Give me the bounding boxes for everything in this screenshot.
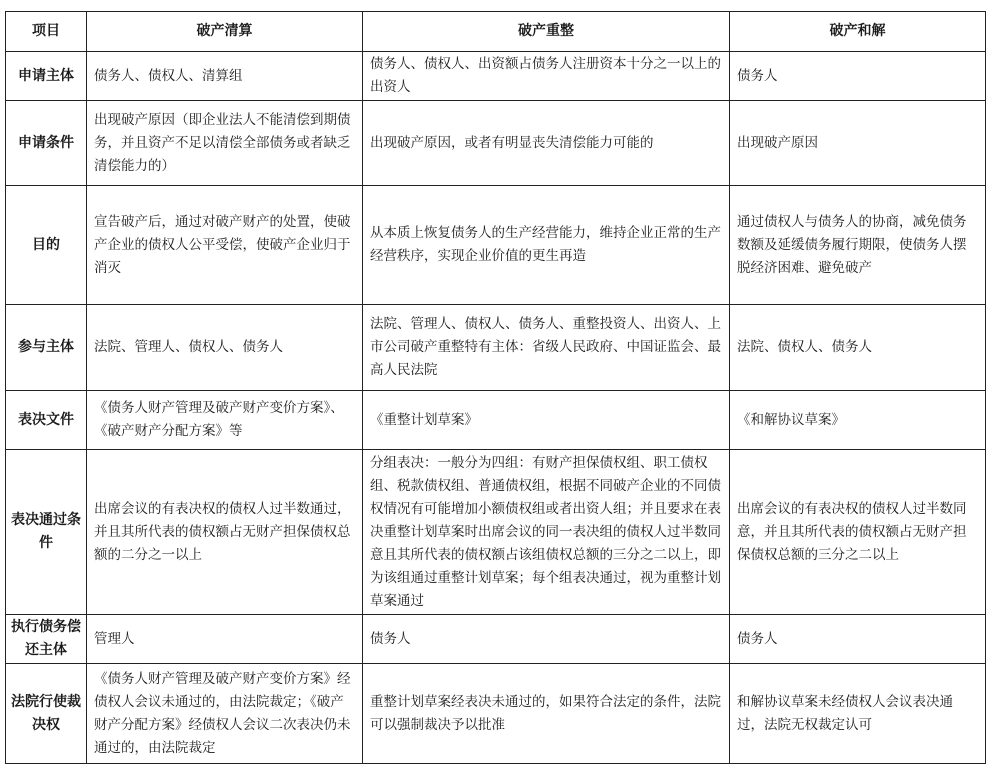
header-item: 项目 xyxy=(6,12,87,52)
row-label: 参与主体 xyxy=(6,305,87,391)
cell-reorganization: 出现破产原因，或者有明显丧失清偿能力可能的 xyxy=(363,101,730,186)
header-reconciliation: 破产和解 xyxy=(730,12,986,52)
cell-reorganization: 分组表决：一般分为四组：有财产担保债权组、职工债权组、税款债权组、普通债权组，根据不同破产企业的不同债权情况有可能增加小额债权组或者出资人组；并且要求在表决重整计划草案时出席会议的同一表决组的债权人过半数同意且其所代表的债权额占该组债权总额的三分之二以上，即为该组通过重整计划草案；每个组表决通过，视为重整计划草案通过 xyxy=(363,450,730,615)
table-row xyxy=(6,450,986,615)
table-row xyxy=(6,391,986,450)
row-label: 法院行使裁决权 xyxy=(6,664,87,764)
cell-liquidation: 法院、管理人、债权人、债务人 xyxy=(87,305,363,391)
cell-reconciliation: 出现破产原因 xyxy=(730,101,986,186)
cell-reconciliation: 法院、债权人、债务人 xyxy=(730,305,986,391)
table-row xyxy=(6,101,986,186)
cell-reorganization: 从本质上恢复债务人的生产经营能力，维持企业正常的生产经营秩序，实现企业价值的更生再造 xyxy=(363,186,730,305)
table-row xyxy=(6,52,986,101)
row-label: 申请主体 xyxy=(6,52,87,101)
header-row xyxy=(6,12,986,52)
row-label: 表决通过条件 xyxy=(6,450,87,615)
cell-liquidation: 宣告破产后，通过对破产财产的处置，使破产企业的债权人公平受偿，使破产企业归于消灭 xyxy=(87,186,363,305)
cell-reconciliation: 债务人 xyxy=(730,615,986,664)
cell-reconciliation: 通过债权人与债务人的协商，减免债务数额及延缓债务履行期限，使债务人摆脱经济困难、避免破产 xyxy=(730,186,986,305)
table-row xyxy=(6,186,986,305)
cell-reconciliation: 和解协议草案未经债权人会议表决通过，法院无权裁定认可 xyxy=(730,664,986,764)
cell-reconciliation: 债务人 xyxy=(730,52,986,101)
row-label: 表决文件 xyxy=(6,391,87,450)
row-label: 申请条件 xyxy=(6,101,87,186)
cell-liquidation: 债务人、债权人、清算组 xyxy=(87,52,363,101)
bankruptcy-comparison-table xyxy=(5,11,986,764)
header-liquidation: 破产清算 xyxy=(87,12,363,52)
cell-reorganization: 债务人 xyxy=(363,615,730,664)
cell-reorganization: 债务人、债权人、出资额占债务人注册资本十分之一以上的出资人 xyxy=(363,52,730,101)
table-row xyxy=(6,664,986,764)
cell-liquidation: 《债务人财产管理及破产财产变价方案》、《破产财产分配方案》等 xyxy=(87,391,363,450)
cell-reorganization: 重整计划草案经表决未通过的，如果符合法定的条件，法院可以强制裁决予以批准 xyxy=(363,664,730,764)
cell-reconciliation: 出席会议的有表决权的债权人过半数同意，并且其所代表的债权额占无财产担保债权总额的三分之二以上 xyxy=(730,450,986,615)
cell-reorganization: 法院、管理人、债权人、债务人、重整投资人、出资人、上市公司破产重整特有主体：省级人民政府、中国证监会、最高人民法院 xyxy=(363,305,730,391)
cell-liquidation: 出现破产原因（即企业法人不能清偿到期债务，并且资产不足以清偿全部债务或者缺乏清偿能力的） xyxy=(87,101,363,186)
row-label: 目的 xyxy=(6,186,87,305)
header-reorganization: 破产重整 xyxy=(363,12,730,52)
table-row xyxy=(6,305,986,391)
table-row xyxy=(6,615,986,664)
cell-liquidation: 《债务人财产管理及破产财产变价方案》经债权人会议未通过的，由法院裁定；《破产财产分配方案》经债权人会议二次表决仍未通过的，由法院裁定 xyxy=(87,664,363,764)
row-label: 执行债务偿还主体 xyxy=(6,615,87,664)
cell-reorganization: 《重整计划草案》 xyxy=(363,391,730,450)
cell-liquidation: 出席会议的有表决权的债权人过半数通过，并且其所代表的债权额占无财产担保债权总额的二分之一以上 xyxy=(87,450,363,615)
cell-reconciliation: 《和解协议草案》 xyxy=(730,391,986,450)
cell-liquidation: 管理人 xyxy=(87,615,363,664)
